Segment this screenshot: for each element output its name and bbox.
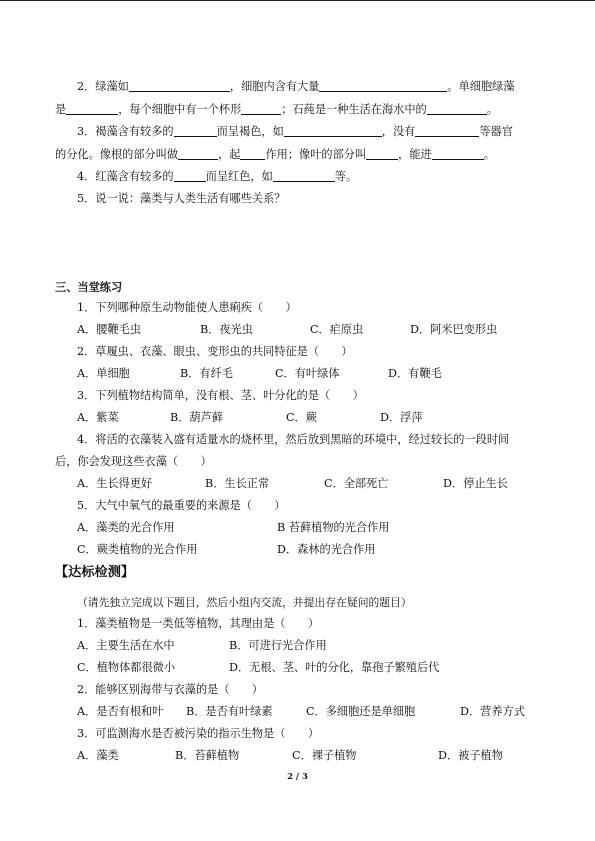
page-number: 2 / 3 [287,772,308,782]
blank[interactable] [174,125,217,137]
option-b[interactable]: B．有纤毛 [180,367,233,380]
option-b[interactable]: B．生长正常 [205,477,270,490]
option-b[interactable]: B．苔藓植物 [175,749,240,762]
option-c[interactable]: C．裸子植物 [292,749,357,762]
option-c[interactable]: C．多细胞还是单细胞 [306,705,416,718]
option-b[interactable]: B．夜光虫 [200,323,253,336]
option-d[interactable]: D．停止生长 [443,477,508,490]
blank[interactable] [273,170,335,182]
option-a[interactable]: A．单细胞 [77,367,130,380]
option-d[interactable]: D．浮萍 [380,411,423,424]
option-a[interactable]: A．生长得更好 [77,477,153,490]
blank[interactable] [178,148,218,160]
blank[interactable] [366,148,398,160]
option-a[interactable]: A．紫菜 [77,411,119,424]
blank[interactable] [66,103,118,115]
blank[interactable] [415,125,479,137]
option-d[interactable]: D．被子植物 [438,749,503,762]
option-a[interactable]: A．藻类 [77,749,119,762]
option-d[interactable]: D．阿米巴变形虫 [410,323,498,336]
option-d[interactable]: D．营养方式 [460,705,525,718]
option-c[interactable]: C．蕨类植物的光合作用 [77,543,198,556]
blank[interactable] [174,170,206,182]
option-b[interactable]: B．可进行光合作用 [229,639,327,652]
option-b[interactable]: B．是否有叶绿素 [186,705,273,718]
option-c[interactable]: C．全部死亡 [324,477,389,490]
blank[interactable] [241,103,281,115]
option-d[interactable]: D．森林的光合作用 [277,543,376,556]
blank[interactable] [427,103,487,115]
option-c[interactable]: C．植物体都很微小 [77,661,176,674]
option-c[interactable]: C．蕨 [286,411,317,424]
blank[interactable] [319,80,447,92]
option-b[interactable]: B．葫芦藓 [170,411,223,424]
option-d[interactable]: D．有鞭毛 [388,367,442,380]
blank[interactable] [284,125,382,137]
option-a[interactable]: A．藻类的光合作用 [77,521,175,534]
option-a[interactable]: A．主要生活在水中 [77,639,175,652]
option-a[interactable]: A．是否有根和叶 [77,705,164,718]
option-b[interactable]: B 苔藓植物的光合作用 [277,521,390,534]
blank[interactable] [432,148,484,160]
blank[interactable] [240,148,265,160]
option-c[interactable]: C．有叶绿体 [275,367,340,380]
option-c[interactable]: C．疟原虫 [310,323,364,336]
option-d[interactable]: D．无根、茎、叶的分化，靠孢子繁殖后代 [229,661,440,674]
option-a[interactable]: A．腰鞭毛虫 [77,323,142,336]
top-border [0,0,595,1]
blank[interactable] [129,80,230,92]
